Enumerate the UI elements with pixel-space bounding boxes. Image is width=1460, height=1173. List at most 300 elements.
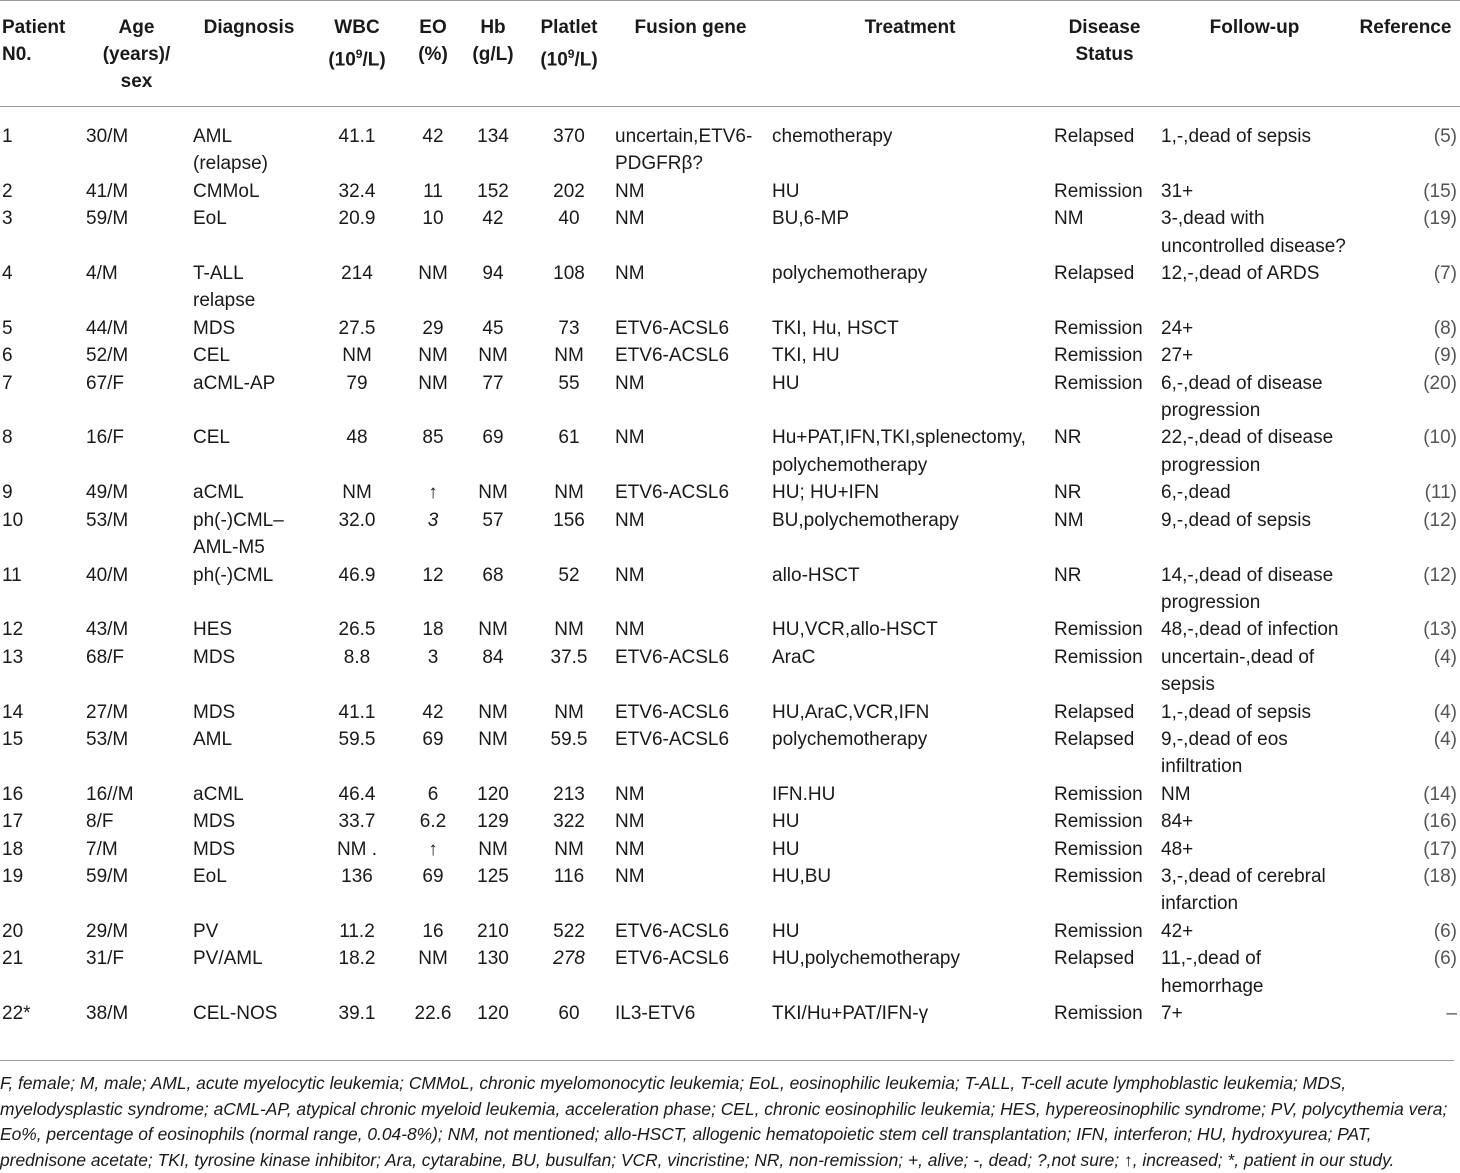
cell-disease-status: NR	[1054, 427, 1082, 449]
cell-reference[interactable]: (4)	[1433, 701, 1457, 723]
cell-platelet: NM	[554, 619, 584, 641]
cell-treatment: HU; HU+IFN	[772, 482, 880, 504]
cell-treatment: allo-HSCT	[772, 564, 860, 586]
cell-treatment: BU,6-MP	[772, 208, 850, 230]
cell-wbc: 32.0	[338, 509, 376, 531]
cell-patient-no: 9	[2, 482, 13, 504]
cell-hb: 68	[482, 564, 504, 586]
cell-follow-up: 3,-,dead of cerebral infarction	[1161, 865, 1326, 915]
cell-hb: 120	[477, 783, 509, 805]
cell-follow-up: 22,-,dead of disease progression	[1161, 427, 1334, 476]
cell-hb: 210	[477, 920, 509, 942]
cell-patient-no: 13	[2, 646, 24, 668]
cell-follow-up: 48,-,dead of infection	[1161, 619, 1339, 641]
cell-treatment: Hu+PAT,IFN,TKI,splenectomy, polychemotherapy	[772, 427, 1026, 476]
cell-wbc: 59.5	[338, 728, 376, 750]
cell-disease-status: Remission	[1054, 646, 1143, 668]
header-platelet: Platlet $(10^9/L)$	[526, 1, 612, 107]
header-patient-no: Patient N0.	[0, 1, 83, 107]
cell-platelet: 370	[553, 126, 585, 147]
cell-diagnosis: PV/AML	[193, 948, 263, 970]
cell-eo: NM	[418, 345, 448, 367]
cell-fusion-gene: NM	[615, 619, 645, 641]
cell-age-sex: 16/F	[86, 427, 125, 449]
cell-age-sex: 59/M	[86, 865, 129, 887]
cell-hb: NM	[478, 482, 508, 504]
cell-disease-status: Remission	[1054, 865, 1143, 887]
cell-diagnosis: MDS	[193, 838, 236, 860]
cell-diagnosis: CMMoL	[193, 180, 260, 202]
cell-hb: 84	[482, 646, 504, 668]
cell-eo: 69	[422, 728, 444, 750]
cell-treatment: HU	[772, 838, 800, 860]
cell-treatment: BU,polychemotherapy	[772, 509, 959, 531]
cell-fusion-gene: NM	[615, 564, 645, 586]
cell-fusion-gene: NM	[615, 208, 645, 230]
cell-diagnosis: ph(-)CML	[193, 564, 274, 586]
cell-treatment: HU	[772, 180, 800, 202]
cell-disease-status: Remission	[1054, 345, 1143, 367]
cell-hb: 120	[477, 1003, 509, 1024]
cell-follow-up: 1,-,dead of sepsis	[1161, 126, 1311, 147]
cell-platelet: 37.5	[550, 646, 588, 668]
cell-fusion-gene: uncertain,ETV6-PDGFRβ?	[615, 126, 753, 175]
table-row	[0, 205, 1460, 260]
cell-age-sex: 52/M	[86, 345, 129, 367]
cell-treatment: IFN.HU	[772, 783, 836, 805]
table-row	[0, 370, 1460, 425]
table-row	[0, 945, 1460, 1000]
cell-reference[interactable]: (12)	[1423, 564, 1457, 586]
cell-wbc: 8.8	[343, 646, 371, 668]
cell-eo: 22.6	[414, 1003, 452, 1024]
cell-diagnosis: MDS	[193, 317, 236, 339]
cell-eo: 12	[422, 564, 444, 586]
cell-reference[interactable]: (17)	[1423, 838, 1457, 860]
cell-platelet: NM	[554, 701, 584, 723]
cell-treatment: chemotherapy	[772, 126, 893, 147]
cell-platelet: 40	[558, 208, 580, 230]
cell-treatment: HU,polychemotherapy	[772, 948, 960, 970]
cell-disease-status: Relapsed	[1054, 948, 1135, 970]
header-reference: Reference	[1351, 1, 1460, 107]
cell-hb: 45	[482, 317, 504, 339]
cell-disease-status: Remission	[1054, 317, 1143, 339]
cell-platelet: 213	[553, 783, 585, 805]
cell-platelet: 522	[553, 920, 585, 942]
cell-follow-up: 3-,dead with uncontrolled disease?	[1161, 208, 1346, 257]
cell-reference[interactable]: (16)	[1423, 811, 1457, 833]
table-row	[0, 616, 1460, 643]
cell-hb: NM	[478, 619, 508, 641]
cell-diagnosis: MDS	[193, 811, 236, 833]
cell-hb: NM	[478, 345, 508, 367]
cell-diagnosis: MDS	[193, 701, 236, 723]
cell-follow-up: 42+	[1161, 920, 1194, 942]
cell-age-sex: 38/M	[86, 1003, 129, 1024]
cell-patient-no: 11	[2, 564, 22, 586]
cell-fusion-gene: NM	[615, 509, 645, 531]
cell-diagnosis: aCML	[193, 482, 244, 504]
cell-disease-status: Remission	[1054, 619, 1143, 641]
cell-diagnosis: EoL	[193, 865, 227, 887]
cell-hb: 125	[477, 865, 509, 887]
table-row	[0, 178, 1460, 205]
cell-hb: 152	[477, 180, 509, 202]
cell-patient-no: 14	[2, 701, 24, 723]
cell-platelet: 60	[558, 1003, 580, 1024]
table-row	[0, 1000, 1460, 1033]
cell-reference[interactable]: (4)	[1433, 646, 1457, 668]
cell-eo: 3	[427, 509, 439, 531]
cell-age-sex: 44/M	[86, 317, 129, 339]
cell-wbc: 46.4	[338, 783, 376, 805]
cell-follow-up: 31+	[1161, 180, 1194, 202]
cell-wbc: 136	[341, 865, 373, 887]
cell-reference[interactable]: (4)	[1433, 728, 1457, 750]
cell-patient-no: 7	[2, 372, 13, 394]
cell-platelet: 202	[553, 180, 585, 202]
cell-eo: ↑	[428, 482, 438, 504]
cell-wbc: 20.9	[338, 208, 376, 230]
cell-eo: 18	[422, 619, 444, 641]
cell-wbc: 39.1	[338, 1003, 376, 1024]
cell-platelet: 73	[558, 317, 580, 339]
cell-fusion-gene: IL3-ETV6	[615, 1003, 696, 1024]
cell-platelet: 322	[553, 811, 585, 833]
cell-follow-up: 6,-,dead	[1161, 482, 1231, 504]
cell-platelet: 108	[553, 263, 585, 285]
cell-hb: 94	[482, 263, 504, 285]
cell-hb: 57	[482, 509, 504, 531]
cell-disease-status: NM	[1054, 509, 1084, 531]
cell-patient-no: 16	[2, 783, 24, 805]
table-row	[0, 507, 1460, 562]
cell-age-sex: 68/F	[86, 646, 125, 668]
cell-wbc: 79	[346, 372, 368, 394]
cell-platelet: 61	[558, 427, 580, 449]
cell-patient-no: 6	[2, 345, 13, 367]
cell-disease-status: Remission	[1054, 372, 1143, 394]
cell-fusion-gene: NM	[615, 865, 645, 887]
cell-hb: 134	[477, 126, 509, 147]
cell-wbc: 41.1	[338, 126, 376, 147]
cell-age-sex: 27/M	[86, 701, 129, 723]
cell-reference[interactable]: (6)	[1433, 948, 1457, 970]
cell-age-sex: 59/M	[86, 208, 129, 230]
cell-fusion-gene: ETV6-ACSL6	[615, 701, 730, 723]
cell-follow-up: 6,-,dead of disease progression	[1161, 372, 1323, 422]
cell-fusion-gene: ETV6-ACSL6	[615, 728, 730, 750]
cell-eo: 29	[422, 317, 444, 339]
cell-platelet: 116	[553, 865, 585, 887]
cell-treatment: HU,VCR,allo-HSCT	[772, 619, 938, 641]
header-treatment: Treatment	[769, 1, 1051, 107]
table-row	[0, 260, 1460, 315]
table-row	[0, 424, 1460, 479]
cell-treatment: TKI, Hu, HSCT	[772, 317, 899, 339]
cell-disease-status: Remission	[1054, 180, 1143, 202]
cell-follow-up: 27+	[1161, 345, 1194, 367]
cell-diagnosis: PV	[193, 920, 219, 942]
header-eo: EO (%)	[406, 1, 460, 107]
cell-treatment: TKI, HU	[772, 345, 840, 367]
cell-follow-up: 9,-,dead of sepsis	[1161, 509, 1311, 531]
cell-wbc: 11.2	[339, 920, 375, 942]
table-row	[0, 918, 1460, 945]
cell-disease-status: NM	[1054, 208, 1084, 230]
cell-follow-up: 11,-,dead of hemorrhage	[1161, 948, 1264, 997]
cell-wbc: 18.2	[338, 948, 376, 970]
cell-follow-up: 12,-,dead of ARDS	[1161, 263, 1320, 285]
cell-wbc: NM	[342, 482, 372, 504]
cell-diagnosis: aCML	[193, 783, 244, 805]
cell-diagnosis: CEL	[193, 345, 230, 367]
cell-reference[interactable]: (7)	[1433, 263, 1457, 285]
cell-eo: 6	[427, 783, 439, 805]
cell-eo: 42	[422, 701, 444, 723]
cell-fusion-gene: ETV6-ACSL6	[615, 317, 730, 339]
cell-fusion-gene: ETV6-ACSL6	[615, 646, 730, 668]
cell-reference[interactable]: (10)	[1423, 427, 1457, 449]
cell-disease-status: Remission	[1054, 783, 1143, 805]
cell-fusion-gene: NM	[615, 263, 645, 285]
cell-treatment: polychemotherapy	[772, 263, 928, 285]
table-body	[0, 107, 1460, 1034]
cell-age-sex: 30/M	[86, 126, 129, 147]
cell-platelet: 52	[558, 564, 580, 586]
cell-hb: 130	[477, 948, 509, 970]
cell-diagnosis: aCML-AP	[193, 372, 276, 394]
header-disease-status: Disease Status	[1051, 1, 1158, 107]
cell-treatment: polychemotherapy	[772, 728, 928, 750]
cell-wbc: NM .	[336, 838, 378, 860]
cell-eo: 6.2	[419, 811, 447, 833]
cell-follow-up: 7+	[1161, 1003, 1183, 1024]
cell-disease-status: Remission	[1054, 920, 1143, 942]
cell-fusion-gene: NM	[615, 783, 645, 805]
cell-eo: 3	[427, 646, 439, 668]
cell-hb: NM	[478, 701, 508, 723]
cell-age-sex: 49/M	[86, 482, 129, 504]
cell-patient-no: 4	[2, 263, 13, 285]
cell-fusion-gene: NM	[615, 811, 645, 833]
cell-platelet: 59.5	[550, 728, 588, 750]
cell-eo: NM	[418, 372, 448, 394]
cell-reference[interactable]: –	[1446, 1003, 1457, 1024]
header-fusion-gene: Fusion gene	[612, 1, 769, 107]
cell-follow-up: NM	[1161, 783, 1191, 805]
cell-age-sex: 53/M	[86, 509, 129, 531]
header-hb: Hb (g/L)	[460, 1, 526, 107]
cell-hb: 77	[482, 372, 504, 394]
cell-fusion-gene: ETV6-ACSL6	[615, 482, 730, 504]
cell-age-sex: 43/M	[86, 619, 129, 641]
cell-disease-status: Relapsed	[1054, 728, 1135, 750]
cell-platelet: 156	[553, 509, 585, 531]
cell-age-sex: 8/F	[86, 811, 114, 833]
cell-patient-no: 15	[2, 728, 24, 750]
cell-hb: NM	[478, 838, 508, 860]
cell-eo: 16	[422, 920, 444, 942]
cell-reference[interactable]: (9)	[1433, 345, 1457, 367]
table-row	[0, 863, 1460, 918]
cell-diagnosis: EoL	[193, 208, 227, 230]
cell-reference[interactable]: (13)	[1423, 619, 1457, 641]
cell-platelet: 278	[553, 948, 585, 970]
cell-treatment: HU	[772, 920, 800, 942]
cell-reference[interactable]: (12)	[1423, 509, 1457, 531]
cell-follow-up: 1,-,dead of sepsis	[1161, 701, 1311, 723]
cell-treatment: HU,BU	[772, 865, 832, 887]
table-row	[0, 644, 1460, 699]
cell-eo: 10	[422, 208, 444, 230]
header-follow-up: Follow-up	[1158, 1, 1351, 107]
cell-follow-up: 84+	[1161, 811, 1194, 833]
table-footnote: F, female; M, male; AML, acute myelocytic leukemia; CMMoL, chronic myelomonocytic leukemia; EoL, eosinophilic leukemia; T-ALL, T-cell acute lymphoblastic leukemia; MDS, myelodysplastic syndrome; aCML-AP, atypical chronic myeloid leukemia, acceleration phase; CEL, chronic eosinophilic leukemia; HES, hypereosinophilic syndrome; PV, polycythemia vera; Eo%, percentage of eosinophils (normal range, 0.04-8%); NM, not mentioned; allo-HSCT, allogenic hematopoietic stem cell transplantation; IFN, interferon; HU, hydroxyurea; PAT, prednisone acetate; TKI, tyrosine kinase inhibitor; Ara, cytarabine, BU, busulfan; VCR, vincristine; NR, non-remission; +, alive; -, dead; ?,not sure; ↑, increased; *, patient in our study.	[0, 1060, 1454, 1173]
cell-wbc: 48	[346, 427, 368, 449]
cell-wbc: 33.7	[338, 811, 376, 833]
cell-fusion-gene: NM	[615, 838, 645, 860]
cell-wbc: NM	[342, 345, 372, 367]
cell-age-sex: 41/M	[86, 180, 129, 202]
cell-fusion-gene: NM	[615, 180, 645, 202]
cell-patient-no: 12	[2, 619, 24, 641]
cell-platelet: NM	[554, 345, 584, 367]
cell-patient-no: 17	[2, 811, 24, 833]
cell-platelet: NM	[554, 838, 584, 860]
cell-patient-no: 5	[2, 317, 13, 339]
cell-follow-up: uncertain-,dead of sepsis	[1161, 646, 1315, 696]
cell-wbc: 26.5	[338, 619, 376, 641]
cell-patient-no: 20	[2, 920, 24, 942]
cell-reference[interactable]: (8)	[1433, 317, 1457, 339]
cell-reference[interactable]: (15)	[1423, 180, 1457, 202]
cell-disease-status: Remission	[1054, 838, 1143, 860]
table-row	[0, 781, 1460, 808]
cell-patient-no: 18	[2, 838, 24, 860]
cell-wbc: 41.1	[338, 701, 376, 723]
cell-age-sex: 7/M	[86, 838, 118, 860]
header-age-sex: Age (years)/ sex	[83, 1, 190, 107]
cell-follow-up: 9,-,dead of eos infiltration	[1161, 728, 1288, 778]
cell-age-sex: 31/F	[86, 948, 125, 970]
cell-treatment: HU,AraC,VCR,IFN	[772, 701, 930, 723]
cell-hb: 42	[482, 208, 504, 230]
cell-reference[interactable]: (11)	[1424, 482, 1457, 504]
cell-eo: 85	[422, 427, 444, 449]
cell-follow-up: 48+	[1161, 838, 1194, 860]
cell-eo: 69	[422, 865, 444, 887]
cell-diagnosis: ph(-)CML–AML-M5	[193, 509, 284, 559]
cell-fusion-gene: ETV6-ACSL6	[615, 948, 730, 970]
cell-diagnosis: CEL	[193, 427, 230, 449]
cell-wbc: 214	[341, 263, 373, 285]
cell-disease-status: Remission	[1054, 1003, 1143, 1024]
header-diagnosis: Diagnosis	[190, 1, 308, 107]
cell-reference[interactable]: (5)	[1433, 126, 1457, 147]
cell-patient-no: 2	[2, 180, 13, 202]
cell-treatment: TKI/Hu+PAT/IFN-γ	[772, 1003, 929, 1024]
cell-fusion-gene: NM	[615, 427, 645, 449]
table-row	[0, 107, 1460, 178]
cell-fusion-gene: NM	[615, 372, 645, 394]
cell-diagnosis: AML (relapse)	[193, 126, 268, 175]
cell-hb: 69	[482, 427, 504, 449]
table-row	[0, 699, 1460, 726]
table-row	[0, 315, 1460, 342]
cell-age-sex: 16//M	[86, 783, 134, 805]
cell-treatment: AraC	[772, 646, 816, 668]
cell-diagnosis: T-ALL relapse	[193, 263, 256, 312]
table-row	[0, 808, 1460, 835]
table-row	[0, 836, 1460, 863]
cell-age-sex: 29/M	[86, 920, 129, 942]
cell-diagnosis: CEL-NOS	[193, 1003, 278, 1024]
cell-fusion-gene: ETV6-ACSL6	[615, 920, 730, 942]
table-header	[0, 1, 1460, 107]
cell-platelet: 55	[558, 372, 580, 394]
cell-eo: NM	[418, 948, 448, 970]
cell-patient-no: 1	[2, 126, 13, 147]
cell-wbc: 27.5	[338, 317, 376, 339]
cell-eo: NM	[418, 263, 448, 285]
table-row	[0, 562, 1460, 617]
cell-diagnosis: MDS	[193, 646, 236, 668]
table-row	[0, 726, 1460, 781]
cell-diagnosis: AML	[193, 728, 233, 750]
cell-treatment: HU	[772, 811, 800, 833]
cell-patient-no: 21	[2, 948, 24, 970]
cell-reference[interactable]: (6)	[1433, 920, 1457, 942]
cell-patient-no: 19	[2, 865, 24, 887]
cell-reference[interactable]: (19)	[1423, 208, 1457, 230]
cell-wbc: 46.9	[338, 564, 376, 586]
cell-eo: ↑	[428, 838, 438, 860]
cell-follow-up: 14,-,dead of disease progression	[1161, 564, 1334, 613]
cell-follow-up: 24+	[1161, 317, 1194, 339]
cell-disease-status: Remission	[1054, 811, 1143, 833]
cell-eo: 42	[422, 126, 444, 147]
cell-treatment: HU	[772, 372, 800, 394]
table-row	[0, 479, 1460, 506]
cell-age-sex: 40/M	[86, 564, 129, 586]
cell-disease-status: Relapsed	[1054, 701, 1135, 723]
cell-platelet: NM	[554, 482, 584, 504]
cell-age-sex: 53/M	[86, 728, 129, 750]
header-wbc: WBC $(10^9/L)$	[308, 1, 406, 107]
cell-eo: 11	[423, 180, 443, 202]
cell-patient-no: 3	[2, 208, 13, 230]
cell-patient-no: 10	[2, 509, 24, 531]
cell-hb: 129	[477, 811, 509, 833]
cell-disease-status: NR	[1054, 564, 1082, 586]
cell-age-sex: 4/M	[86, 263, 118, 285]
cell-reference[interactable]: (18)	[1423, 865, 1457, 887]
cell-hb: NM	[478, 728, 508, 750]
cell-patient-no: 22*	[2, 1003, 31, 1024]
cell-reference[interactable]: (14)	[1423, 783, 1457, 805]
cell-disease-status: Relapsed	[1054, 263, 1135, 285]
cell-diagnosis: HES	[193, 619, 233, 641]
cell-patient-no: 8	[2, 427, 13, 449]
cell-wbc: 32.4	[338, 180, 376, 202]
cell-reference[interactable]: (20)	[1423, 372, 1457, 394]
cell-disease-status: Relapsed	[1054, 126, 1135, 147]
cell-fusion-gene: ETV6-ACSL6	[615, 345, 730, 367]
cell-disease-status: NR	[1054, 482, 1082, 504]
table-row	[0, 342, 1460, 369]
